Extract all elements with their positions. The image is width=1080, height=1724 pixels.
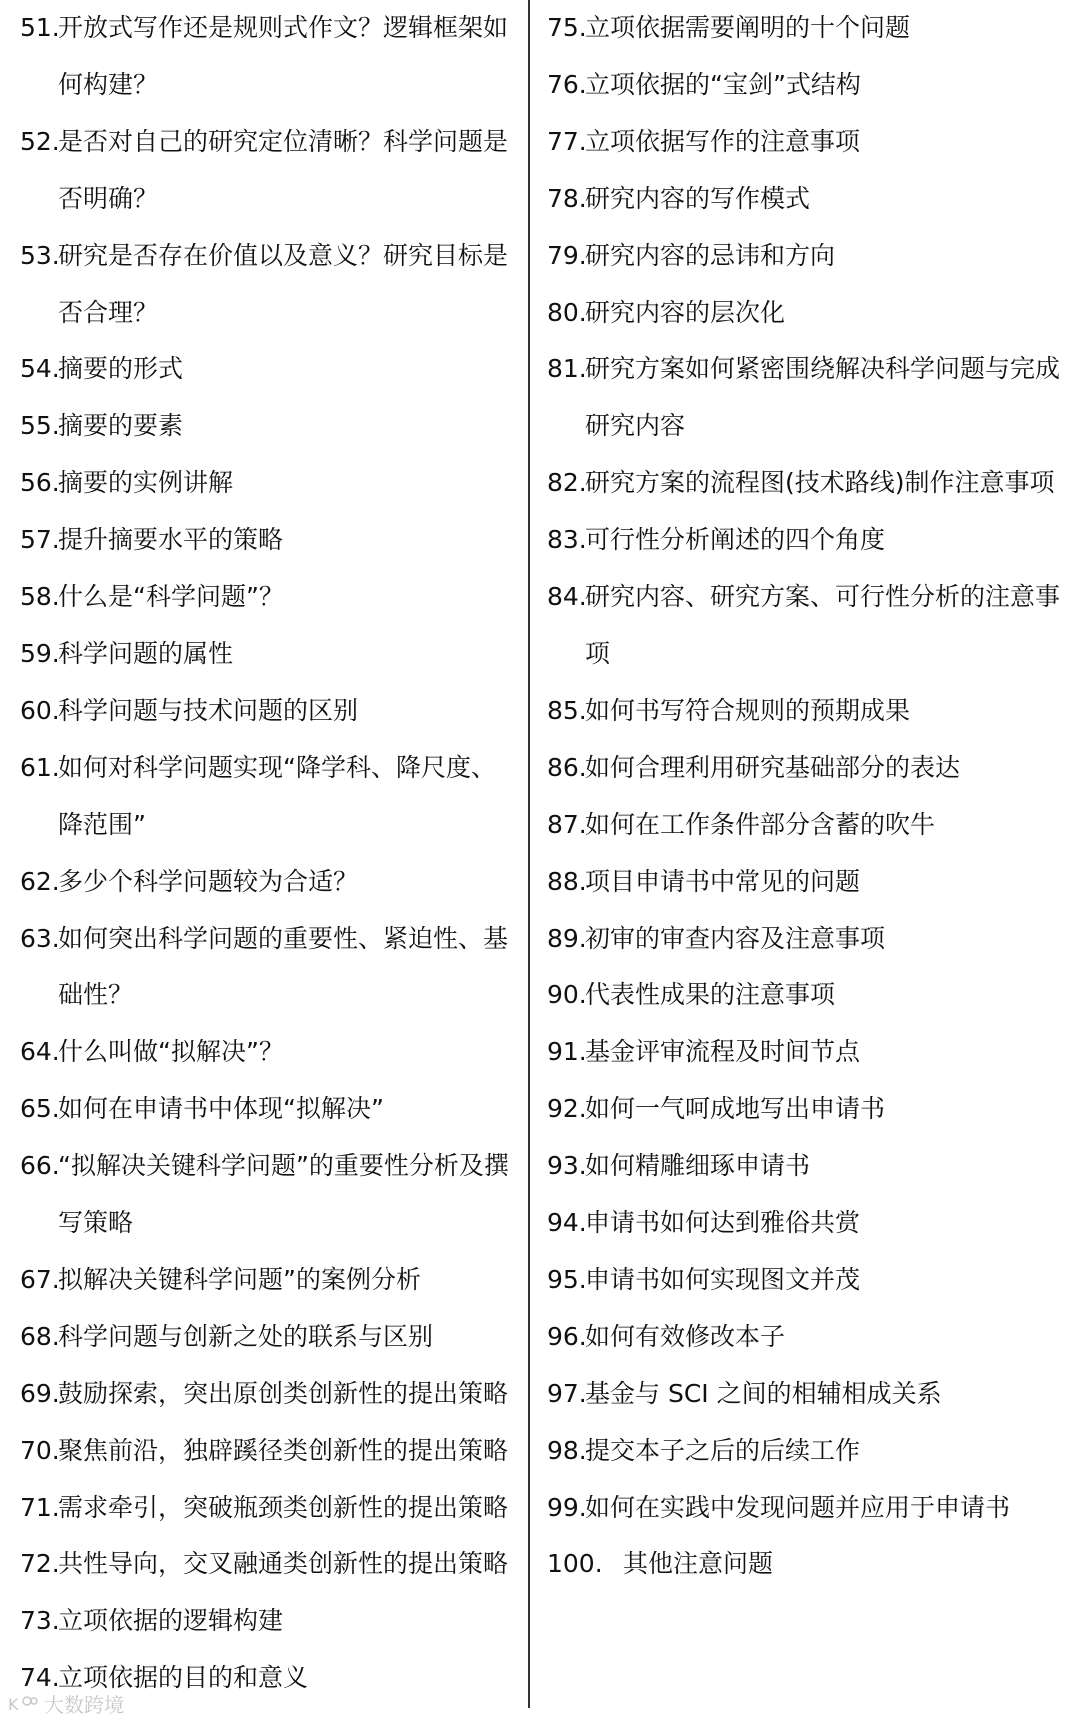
item-number: 76.	[547, 69, 587, 99]
item-number: 71.	[20, 1492, 60, 1522]
item-number: 64.	[20, 1037, 60, 1067]
item-number: 93.	[547, 1151, 587, 1181]
item-text: “拟解决关键科学问题”的重要性分析及撰写策略	[58, 1151, 509, 1238]
item-text: 聚焦前沿，独辟蹊径类创新性的提出策略	[58, 1435, 509, 1465]
list-item	[547, 114, 1067, 171]
watermark-logo-icon	[8, 1693, 38, 1715]
item-number: 87.	[547, 809, 587, 839]
list-item	[547, 797, 1067, 854]
item-number: 80.	[547, 297, 587, 327]
list-item	[547, 57, 1067, 114]
item-text: 研究方案如何紧密围绕解决科学问题与完成研究内容	[585, 354, 1061, 441]
list-item	[20, 1423, 512, 1480]
list-item	[20, 740, 512, 854]
item-text: 如何突出科学问题的重要性、紧迫性、基础性？	[58, 923, 509, 1010]
item-number: 57.	[20, 525, 60, 555]
item-text: 鼓励探索，突出原创类创新性的提出策略	[58, 1378, 509, 1408]
item-number: 67.	[20, 1264, 60, 1294]
item-text: 研究内容的忌讳和方向	[585, 240, 836, 270]
item-text: 研究方案的流程图(技术路线)制作注意事项	[585, 468, 1055, 498]
item-text: 研究内容的层次化	[585, 297, 786, 327]
item-number: 83.	[547, 525, 587, 555]
list-item	[547, 1423, 1067, 1480]
item-number: 95.	[547, 1264, 587, 1294]
item-number: 65.	[20, 1094, 60, 1124]
item-text: 如何在申请书中体现“拟解决”	[58, 1094, 384, 1124]
list-item	[547, 0, 1067, 57]
list-item	[20, 854, 512, 911]
item-text: 代表性成果的注意事项	[585, 980, 836, 1010]
list-item	[547, 341, 1067, 455]
item-number: 72.	[20, 1549, 60, 1579]
item-text: 研究是否存在价值以及意义？研究目标是否合理？	[58, 240, 509, 327]
item-number: 51.	[20, 13, 60, 42]
item-number: 97.	[547, 1378, 587, 1408]
item-text: 什么叫做“拟解决”？	[58, 1037, 284, 1067]
item-number: 61.	[20, 752, 60, 782]
item-text: 研究内容、研究方案、可行性分析的注意事项	[585, 582, 1061, 668]
list-item	[547, 683, 1067, 740]
list-item	[547, 1252, 1067, 1309]
watermark	[8, 1689, 124, 1718]
item-number: 75.	[547, 13, 587, 42]
list-item	[20, 0, 512, 114]
item-number: 68.	[20, 1321, 60, 1351]
item-text: 如何精雕细琢申请书	[585, 1151, 811, 1181]
item-number: 54.	[20, 354, 60, 384]
list-item	[20, 1252, 512, 1309]
list-item	[20, 341, 512, 398]
item-number: 94.	[547, 1208, 587, 1238]
watermark-text: 大数跨境	[44, 1693, 124, 1717]
item-text: 科学问题的属性	[58, 638, 234, 668]
item-number: 82.	[547, 468, 587, 498]
item-number: 77.	[547, 126, 587, 156]
list-item	[547, 1536, 1067, 1593]
list-item	[20, 1309, 512, 1366]
item-text: 立项依据写作的注意事项	[585, 126, 861, 156]
item-text: 如何对科学问题实现“降学科、降尺度、降范围”	[58, 752, 496, 839]
list-item	[547, 285, 1067, 342]
item-number: 66.	[20, 1151, 60, 1181]
item-number: 100.	[547, 1549, 603, 1579]
list-item	[547, 228, 1067, 285]
list-item	[547, 1366, 1067, 1423]
list-item	[547, 854, 1067, 911]
item-number: 84.	[547, 582, 587, 612]
item-text: 需求牵引，突破瓶颈类创新性的提出策略	[58, 1492, 509, 1522]
item-text: 初审的审查内容及注意事项	[585, 923, 886, 953]
item-text: 可行性分析阐述的四个角度	[585, 525, 886, 555]
column-divider	[528, 0, 530, 1708]
list-item	[547, 740, 1067, 797]
item-number: 96.	[547, 1321, 587, 1351]
item-number: 81.	[547, 354, 587, 384]
list-item	[547, 1138, 1067, 1195]
item-number: 92.	[547, 1094, 587, 1124]
item-number: 56.	[20, 468, 60, 498]
item-number: 74.	[20, 1663, 60, 1693]
item-text: 如何书写符合规则的预期成果	[585, 695, 911, 725]
item-text: 开放式写作还是规则式作文？逻辑框架如何构建？	[58, 13, 509, 99]
item-number: 98.	[547, 1435, 587, 1465]
item-number: 52.	[20, 126, 60, 156]
list-item	[547, 1024, 1067, 1081]
list-item	[547, 1480, 1067, 1537]
item-text: 提升摘要水平的策略	[58, 525, 284, 555]
list-item	[547, 1309, 1067, 1366]
item-number: 60.	[20, 695, 60, 725]
list-item	[20, 1480, 512, 1537]
list-item	[20, 114, 512, 228]
item-number: 70.	[20, 1435, 60, 1465]
item-text: 立项依据的“宝剑”式结构	[585, 69, 861, 99]
item-number: 86.	[547, 752, 587, 782]
item-number: 69.	[20, 1378, 60, 1408]
item-text: 共性导向，交叉融通类创新性的提出策略	[58, 1549, 509, 1579]
list-item	[20, 1536, 512, 1593]
item-text: 立项依据需要阐明的十个问题	[585, 13, 911, 42]
item-number: 88.	[547, 866, 587, 896]
item-number: 58.	[20, 582, 60, 612]
list-item	[20, 1366, 512, 1423]
list-item	[547, 171, 1067, 228]
item-text: 研究内容的写作模式	[585, 183, 811, 213]
right-column	[547, 0, 1067, 1593]
item-text: 申请书如何实现图文并茂	[585, 1264, 861, 1294]
list-item	[547, 1195, 1067, 1252]
item-text: 提交本子之后的后续工作	[585, 1435, 861, 1465]
item-text: 如何在实践中发现问题并应用于申请书	[585, 1492, 1011, 1522]
list-item	[20, 1024, 512, 1081]
list-item	[20, 911, 512, 1025]
item-number: 99.	[547, 1492, 587, 1522]
list-item	[547, 512, 1067, 569]
item-number: 79.	[547, 240, 587, 270]
item-text: 其他注意问题	[623, 1549, 774, 1579]
item-number: 59.	[20, 638, 60, 668]
list-item	[547, 911, 1067, 968]
item-text: 摘要的实例讲解	[58, 468, 234, 498]
list-item	[20, 512, 512, 569]
list-item	[20, 1081, 512, 1138]
item-text: 立项依据的逻辑构建	[58, 1606, 284, 1636]
item-number: 63.	[20, 923, 60, 953]
item-text: 申请书如何达到雅俗共赏	[585, 1208, 861, 1238]
item-number: 85.	[547, 695, 587, 725]
item-text: 是否对自己的研究定位清晰？科学问题是否明确？	[58, 126, 509, 213]
item-number: 78.	[547, 183, 587, 213]
list-item	[20, 455, 512, 512]
item-text: 如何一气呵成地写出申请书	[585, 1094, 886, 1124]
list-item	[547, 967, 1067, 1024]
item-text: 什么是“科学问题”？	[58, 582, 284, 612]
item-text: 多少个科学问题较为合适？	[58, 866, 359, 896]
left-column	[20, 0, 512, 1707]
item-text: 科学问题与技术问题的区别	[58, 695, 359, 725]
item-number: 53.	[20, 240, 60, 270]
item-text: 项目申请书中常见的问题	[585, 866, 861, 896]
item-text: 科学问题与创新之处的联系与区别	[58, 1321, 434, 1351]
item-text: 拟解决关键科学问题”的案例分析	[58, 1264, 421, 1294]
item-text: 立项依据的目的和意义	[58, 1663, 309, 1693]
list-item	[547, 1081, 1067, 1138]
item-number: 91.	[547, 1037, 587, 1067]
list-item	[547, 455, 1067, 512]
item-number: 73.	[20, 1606, 60, 1636]
item-text: 如何在工作条件部分含蓄的吹牛	[585, 809, 936, 839]
item-text: 基金评审流程及时间节点	[585, 1037, 861, 1067]
item-text: 如何合理利用研究基础部分的表达	[585, 752, 961, 782]
list-item	[20, 1593, 512, 1650]
svg-text:K: K	[8, 1694, 19, 1714]
item-number: 89.	[547, 923, 587, 953]
item-number: 62.	[20, 866, 60, 896]
item-number: 90.	[547, 980, 587, 1010]
list-item	[20, 398, 512, 455]
list-item	[20, 569, 512, 626]
item-number: 55.	[20, 411, 60, 441]
item-text: 基金与 SCI 之间的相辅相成关系	[585, 1378, 942, 1408]
list-item	[20, 228, 512, 342]
list-item	[20, 683, 512, 740]
list-item	[20, 1138, 512, 1252]
item-text: 摘要的要素	[58, 411, 184, 441]
item-text: 如何有效修改本子	[585, 1321, 786, 1351]
list-item	[547, 569, 1067, 683]
item-text: 摘要的形式	[58, 354, 184, 384]
list-item	[20, 626, 512, 683]
